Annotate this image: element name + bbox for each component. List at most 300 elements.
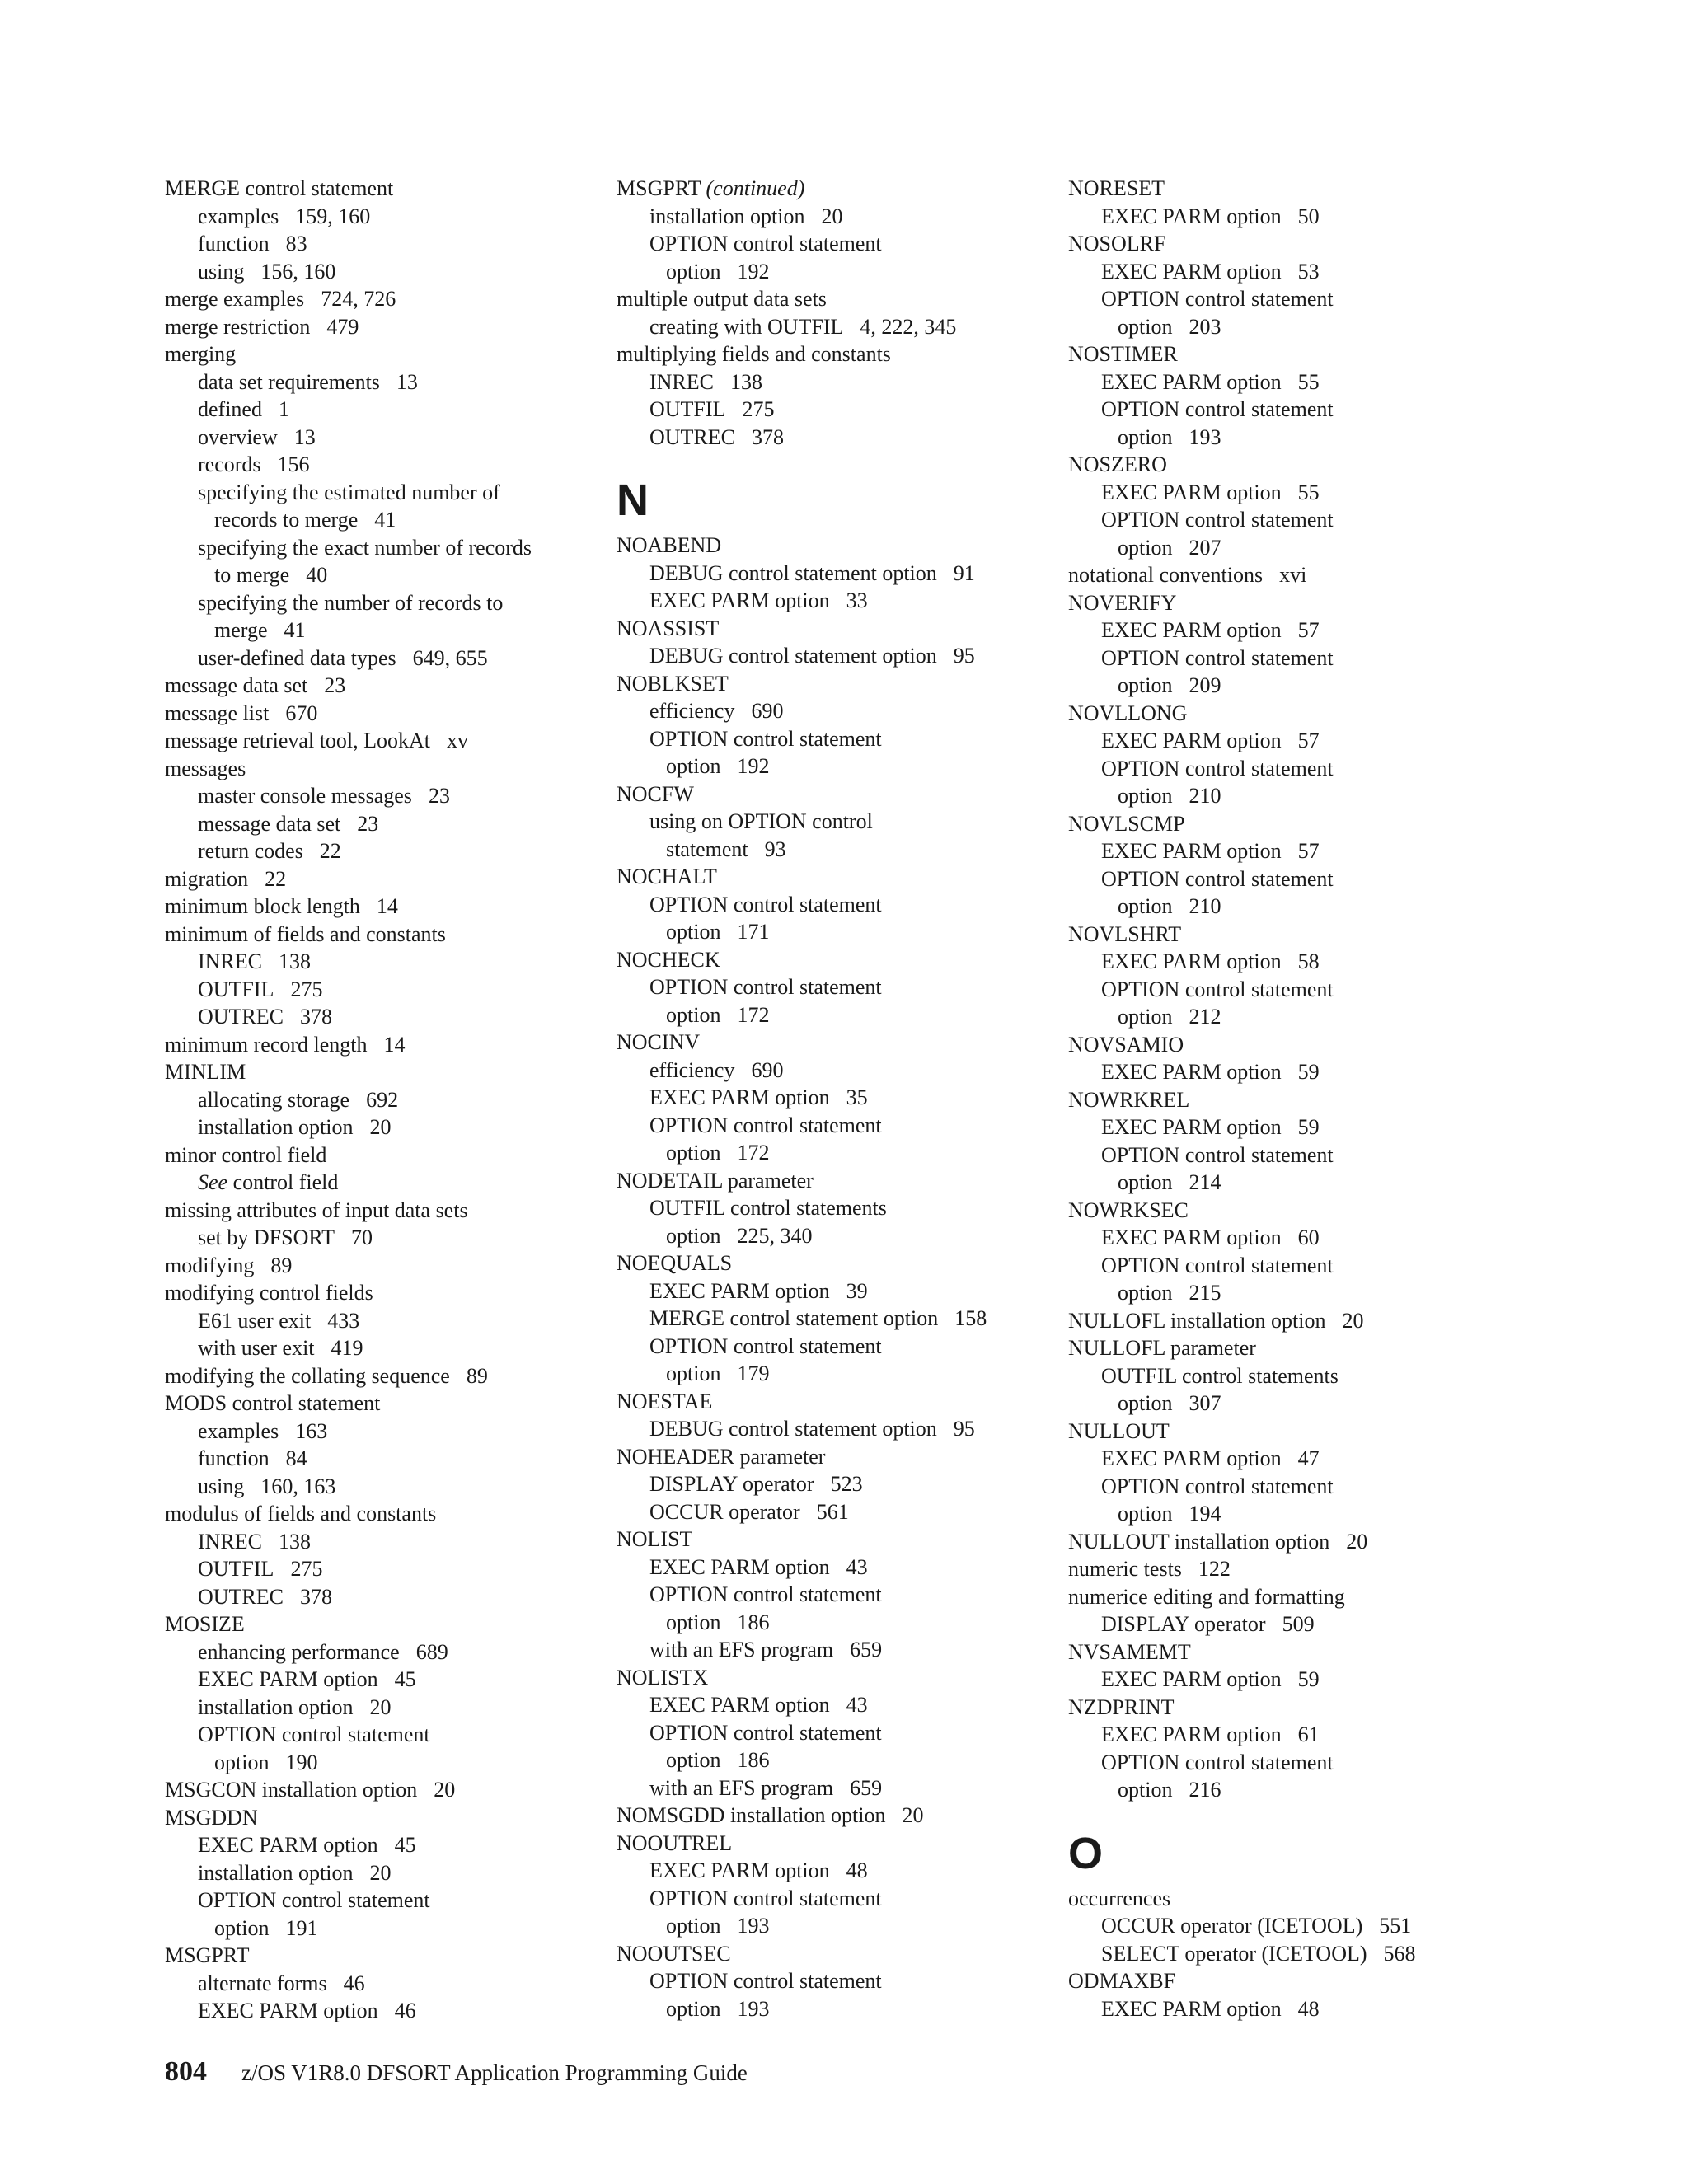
page-reference[interactable]: 53 [1297, 259, 1320, 284]
entry-term: option [1118, 424, 1173, 449]
entry-term: EXEC PARM option [198, 1999, 378, 2022]
page-reference[interactable]: 193 [1189, 424, 1221, 449]
entry-term: MODS control statement [165, 1391, 381, 1415]
entry-term: with an EFS program [649, 1775, 834, 1800]
page-reference[interactable]: 138 [279, 949, 311, 973]
index-subentry [1068, 727, 1320, 755]
index-subentry [165, 1473, 335, 1501]
page-reference[interactable]: 190 [285, 1750, 318, 1774]
entry-term: NULLOFL parameter [1068, 1336, 1256, 1360]
page-reference[interactable]: 215 [1189, 1281, 1221, 1305]
page-reference[interactable]: 41 [374, 508, 396, 532]
page-reference[interactable]: 23 [357, 811, 379, 836]
entry-term: master console messages [198, 784, 412, 808]
entry-term: NOABEND [617, 533, 722, 557]
entry-term: MSGPRT [617, 176, 701, 200]
entry-term: option [666, 1748, 721, 1772]
entry-term: NOESTAE [617, 1389, 713, 1413]
entry-term: EXEC PARM option [1101, 1060, 1282, 1084]
page-reference[interactable]: 210 [1189, 784, 1221, 808]
page-reference[interactable]: 35 [846, 1085, 868, 1109]
index-entry [617, 946, 720, 974]
entry-term: installation option [198, 1860, 354, 1885]
page-reference[interactable]: 659 [850, 1775, 883, 1800]
index-entry [165, 1804, 258, 1832]
entry-term: EXEC PARM option [198, 1667, 378, 1691]
page-reference[interactable]: 479 [326, 314, 359, 339]
index-subentry [165, 1666, 416, 1694]
page-reference[interactable]: 509 [1282, 1612, 1315, 1636]
see-reference: See [198, 1170, 228, 1194]
index-subentry [617, 891, 882, 919]
page-reference[interactable]: 523 [830, 1472, 863, 1496]
index-subentry [165, 1915, 317, 1943]
page-reference[interactable]: 216 [1189, 1778, 1221, 1802]
entry-term: DEBUG control statement option [649, 644, 937, 668]
entry-term: OUTFIL [649, 397, 726, 421]
index-subentry [617, 1415, 975, 1443]
page-reference[interactable]: 48 [1297, 1996, 1320, 2021]
index-entry [1068, 1197, 1189, 1225]
entry-term: NOHEADER parameter [617, 1444, 826, 1469]
index-subentry [1068, 948, 1320, 976]
entry-term: messages [165, 756, 246, 780]
page-reference[interactable]: 55 [1297, 369, 1320, 394]
index-subentry [617, 836, 786, 864]
page-reference[interactable]: 275 [290, 977, 323, 1001]
page-reference[interactable]: 172 [737, 1002, 770, 1027]
entry-term: using [198, 1474, 245, 1498]
entry-term: option [1118, 1170, 1173, 1194]
entry-term: NOASSIST [617, 616, 720, 640]
index-subentry [165, 616, 306, 644]
entry-term: installation option [649, 204, 805, 228]
page-reference[interactable]: 43 [846, 1693, 868, 1717]
entry-term: missing attributes of input data sets [165, 1197, 468, 1222]
entry-term: installation option [198, 1115, 354, 1139]
index-entry [165, 921, 446, 949]
entry-term: numeric tests [1068, 1557, 1182, 1581]
index-entry [165, 285, 396, 313]
page-reference[interactable]: 20 [902, 1803, 924, 1827]
page-reference[interactable]: 275 [742, 397, 775, 421]
entry-term: option [1118, 784, 1173, 808]
entry-term: modifying the collating sequence [165, 1363, 450, 1388]
entry-term: examples [198, 1418, 279, 1443]
index-subentry [165, 1334, 363, 1362]
entry-term: alternate forms [198, 1971, 327, 1995]
entry-term: data set requirements [198, 369, 380, 394]
index-subentry [617, 918, 769, 946]
index-subentry [617, 1277, 868, 1305]
page-reference[interactable]: 159, 160 [295, 204, 371, 228]
index-entry [165, 1197, 468, 1225]
entry-term: option [666, 1141, 721, 1165]
index-entry [1068, 340, 1178, 368]
index-subentry [1068, 1776, 1221, 1804]
page-reference[interactable]: 209 [1189, 673, 1221, 697]
entry-term: option [666, 1223, 721, 1248]
entry-term: modifying [165, 1253, 255, 1277]
entry-term: option [1118, 1778, 1173, 1802]
page-reference[interactable]: 138 [730, 369, 762, 394]
page-reference[interactable]: 57 [1297, 839, 1320, 863]
entry-term: INREC [198, 1529, 262, 1554]
page-reference[interactable]: 41 [284, 618, 306, 642]
index-subentry [1068, 203, 1320, 231]
page-reference[interactable]: 433 [327, 1308, 360, 1333]
index-subentry [617, 1001, 769, 1029]
entry-term: enhancing performance [198, 1639, 400, 1664]
entry-term: set by DFSORT [198, 1226, 335, 1249]
page-reference[interactable]: 194 [1189, 1502, 1221, 1526]
page-reference[interactable]: 23 [428, 784, 450, 808]
page-reference[interactable]: 1 [278, 397, 289, 421]
entry-term: OUTFIL control statements [649, 1196, 887, 1220]
index-entry [165, 1500, 436, 1528]
page-reference[interactable]: 46 [343, 1971, 365, 1995]
page-reference[interactable]: 46 [394, 1999, 416, 2022]
index-entry [617, 1802, 923, 1830]
index-entry [617, 670, 729, 698]
index-entry [165, 1362, 488, 1390]
index-entry [617, 1526, 692, 1554]
page-reference[interactable]: 22 [319, 839, 341, 863]
entry-term: using [198, 259, 245, 284]
entry-term: minimum of fields and constants [165, 921, 446, 946]
page-reference[interactable]: 22 [265, 866, 287, 891]
index-entry [617, 863, 717, 891]
entry-term: EXEC PARM option [1101, 839, 1282, 863]
page-reference[interactable]: 568 [1383, 1941, 1416, 1966]
page-reference[interactable]: 172 [737, 1141, 770, 1165]
entry-term: INREC [198, 949, 262, 973]
page-reference[interactable]: 378 [752, 424, 784, 449]
page-reference[interactable]: 692 [366, 1087, 399, 1112]
page-reference[interactable]: 14 [383, 1032, 406, 1057]
index-subentry [617, 1581, 882, 1609]
entry-term: NOMSGDD installation option [617, 1803, 886, 1827]
entry-term: DISPLAY operator [1101, 1612, 1266, 1636]
page-reference[interactable]: 275 [290, 1557, 323, 1581]
entry-term: EXEC PARM option [1101, 1996, 1282, 2021]
index-entry [165, 1058, 246, 1086]
entry-term: OPTION control statement [649, 1720, 882, 1745]
page-reference[interactable]: 13 [396, 369, 418, 394]
page-reference[interactable]: 186 [737, 1748, 770, 1772]
page-reference[interactable]: 659 [850, 1638, 883, 1661]
entry-term: EXEC PARM option [1101, 1722, 1282, 1746]
page-reference[interactable]: 93 [764, 837, 786, 861]
entry-term: option [666, 920, 721, 944]
entry-term: message data set [165, 673, 308, 697]
page-reference[interactable]: 91 [953, 560, 975, 585]
entry-term: MSGPRT [165, 1943, 250, 1967]
page-reference[interactable]: 23 [324, 673, 346, 697]
page-reference[interactable]: 20 [369, 1115, 392, 1139]
entry-term: OPTION control statement [1101, 866, 1334, 891]
entry-term: MSGCON installation option [165, 1778, 418, 1802]
index-entry [165, 893, 398, 921]
index-subentry [165, 1418, 327, 1446]
index-entry [617, 1664, 708, 1692]
entry-term: NULLOUT [1068, 1418, 1170, 1443]
entry-term: OPTION control statement [1101, 1474, 1334, 1498]
index-subentry [1068, 644, 1334, 673]
index-subentry [1068, 1721, 1320, 1749]
page-reference[interactable]: 20 [369, 1694, 392, 1719]
page-reference[interactable]: 39 [846, 1278, 868, 1303]
index-subentry [165, 976, 322, 1004]
index-entry [1068, 589, 1176, 617]
index-subentry [1068, 1362, 1339, 1390]
page-reference[interactable]: 61 [1297, 1722, 1320, 1746]
index-subentry [617, 1719, 882, 1747]
entry-term: option [1118, 535, 1173, 560]
entry-term: NOCINV [617, 1030, 701, 1054]
entry-term: EXEC PARM option [198, 1833, 378, 1857]
entry-term: NOVERIFY [1068, 590, 1177, 615]
index-entry [617, 285, 827, 313]
page-reference[interactable]: 649, 655 [412, 645, 488, 670]
page-reference[interactable]: 193 [737, 1996, 770, 2021]
index-subentry [1068, 1003, 1221, 1031]
entry-term: OPTION control statement [649, 232, 882, 255]
index-subentry [165, 1307, 359, 1335]
page-reference[interactable]: 20 [434, 1778, 456, 1802]
page-reference[interactable]: 33 [846, 588, 868, 612]
page-reference[interactable]: 13 [293, 424, 316, 449]
page-reference[interactable]: 551 [1379, 1914, 1412, 1938]
index-subentry [165, 396, 289, 424]
entry-term: OPTION control statement [198, 1722, 430, 1746]
entry-term: NOCHALT [617, 865, 717, 888]
entry-term: DEBUG control statement option [649, 560, 937, 585]
page-reference[interactable]: 47 [1297, 1446, 1320, 1470]
page-reference[interactable]: 95 [953, 1417, 975, 1441]
page-reference[interactable]: 212 [1189, 1005, 1221, 1029]
index-entry [617, 1830, 732, 1858]
index-subentry [1068, 1610, 1315, 1638]
index-subentry [1068, 258, 1320, 286]
page-reference[interactable]: 43 [846, 1554, 868, 1579]
page-reference[interactable]: 561 [816, 1499, 849, 1524]
index-subentry [1068, 616, 1320, 644]
index-entry [1068, 1528, 1367, 1556]
entry-term: defined [198, 397, 262, 421]
page-reference[interactable]: 192 [737, 754, 770, 778]
page-footer [165, 2056, 748, 2088]
index-subentry [165, 1997, 416, 2025]
index-subentry [1068, 285, 1334, 313]
index-entry [165, 727, 468, 755]
index-subentry [1068, 1940, 1416, 1968]
entry-term: EXEC PARM option [1101, 204, 1282, 228]
index-subentry [617, 752, 769, 780]
page-reference[interactable]: 57 [1297, 618, 1320, 642]
entry-term: NULLOFL installation option [1068, 1308, 1326, 1333]
entry-term: MERGE control statement option [649, 1306, 939, 1330]
page-reference[interactable]: 186 [737, 1610, 770, 1634]
page-reference[interactable]: 55 [1297, 480, 1320, 504]
index-subentry [165, 1113, 392, 1141]
page-reference[interactable]: 95 [953, 644, 975, 668]
entry-term: OPTION control statement [649, 1886, 882, 1910]
index-subentry [165, 479, 500, 507]
entry-term: records to merge [214, 508, 359, 532]
index-subentry [165, 782, 450, 810]
page-reference[interactable]: 191 [285, 1915, 318, 1940]
entry-term: MERGE control statement [165, 176, 394, 200]
page-reference[interactable]: 214 [1189, 1170, 1221, 1194]
index-subentry [1068, 1390, 1221, 1418]
entry-term: option [666, 1002, 721, 1027]
page-reference[interactable]: 156, 160 [260, 259, 336, 284]
page-reference[interactable]: 163 [295, 1418, 328, 1443]
page-reference[interactable]: 20 [821, 204, 843, 228]
index-subentry [1068, 424, 1221, 452]
page-reference[interactable]: 378 [300, 1584, 332, 1609]
page-reference[interactable]: 378 [300, 1005, 332, 1029]
index-subentry [165, 1721, 430, 1749]
index-subentry [165, 1224, 373, 1252]
index-entry [617, 1167, 814, 1195]
page-reference[interactable]: 20 [1342, 1308, 1364, 1333]
entry-term: NULLOUT installation option [1068, 1529, 1330, 1554]
page-reference[interactable]: 48 [846, 1858, 868, 1882]
page-reference[interactable]: 207 [1189, 535, 1221, 560]
page-reference[interactable]: xv [447, 729, 469, 752]
page-reference[interactable]: 138 [279, 1529, 311, 1554]
index-entry [617, 1940, 731, 1968]
entry-term: option [666, 1610, 721, 1634]
page-reference[interactable]: 690 [751, 1057, 784, 1082]
entry-term: DISPLAY operator [649, 1472, 814, 1496]
index-subentry [617, 1084, 868, 1112]
entry-term: NOSTIMER [1068, 342, 1178, 366]
entry-term: migration [165, 866, 249, 891]
entry-term: MOSIZE [165, 1612, 245, 1636]
page-reference[interactable]: 89 [270, 1253, 293, 1277]
entry-term: EXEC PARM option [1101, 729, 1282, 752]
page-reference[interactable]: 59 [1297, 1667, 1320, 1691]
entry-term: NOBLKSET [617, 671, 729, 696]
page-reference[interactable]: 4, 222, 345 [860, 314, 957, 339]
page-reference[interactable]: 45 [394, 1667, 416, 1691]
page-reference[interactable]: 670 [285, 701, 318, 725]
entry-term: message list [165, 701, 270, 725]
index-subentry [165, 1831, 416, 1859]
index-subentry [1068, 782, 1221, 810]
index-subentry [1068, 313, 1221, 341]
page-reference[interactable]: 83 [285, 232, 307, 255]
index-entry [165, 865, 286, 893]
page-reference[interactable]: 203 [1189, 314, 1221, 339]
page-reference[interactable]: 689 [415, 1639, 448, 1664]
page-reference[interactable]: 419 [331, 1336, 363, 1360]
page-reference[interactable]: 122 [1198, 1557, 1231, 1581]
page-reference[interactable]: 20 [1346, 1529, 1368, 1554]
entry-term: NODETAIL parameter [617, 1168, 814, 1193]
index-subentry [1068, 755, 1334, 783]
index-subentry [165, 1003, 332, 1031]
page-reference[interactable]: 156 [277, 452, 310, 476]
index-entry [1068, 230, 1165, 258]
page-reference[interactable]: 193 [737, 1914, 770, 1938]
index-entry [165, 1252, 292, 1280]
page-reference[interactable]: 192 [737, 259, 770, 284]
entry-term: EXEC PARM option [1101, 369, 1282, 394]
page-reference[interactable]: 690 [751, 699, 784, 723]
page-reference[interactable]: 57 [1297, 729, 1320, 752]
entry-term: EXEC PARM option [649, 588, 830, 612]
index-entry [1068, 1583, 1345, 1611]
entry-term: control field [232, 1170, 339, 1194]
page-reference[interactable]: 158 [954, 1306, 987, 1330]
entry-term: records [198, 452, 261, 476]
index-subentry [165, 810, 378, 838]
entry-term: OUTREC [198, 1005, 284, 1029]
index-subentry [165, 203, 370, 231]
entry-term: NOVSAMIO [1068, 1032, 1184, 1057]
page-reference[interactable]: 14 [376, 894, 398, 918]
index-subentry [1068, 865, 1334, 893]
index-subentry [617, 1305, 987, 1333]
entry-term: NOSOLRF [1068, 232, 1166, 255]
entry-term: OPTION control statement [649, 1113, 882, 1137]
page-reference[interactable]: 84 [285, 1446, 307, 1470]
page-reference[interactable]: 20 [369, 1860, 392, 1885]
page-reference[interactable]: 70 [351, 1226, 373, 1249]
index-entry [617, 1249, 732, 1277]
entry-term: OPTION control statement [649, 726, 882, 751]
index-entry [165, 1279, 373, 1307]
page-reference[interactable]: 60 [1297, 1226, 1320, 1249]
index-subentry [1068, 1445, 1320, 1473]
page-reference[interactable]: 179 [737, 1361, 770, 1385]
index-subentry [165, 258, 335, 286]
page-reference[interactable]: 59 [1297, 1115, 1320, 1139]
entry-term: overview [198, 424, 278, 449]
entry-term: OUTFIL [198, 977, 274, 1001]
page-reference[interactable]: 307 [1189, 1391, 1221, 1415]
page-reference[interactable]: 59 [1297, 1060, 1320, 1084]
index-subentry [617, 258, 769, 286]
entry-term: option [666, 1361, 721, 1385]
page-reference[interactable]: 225, 340 [737, 1223, 813, 1248]
page-reference[interactable]: 160, 163 [260, 1474, 336, 1498]
page-reference[interactable]: 210 [1189, 894, 1221, 918]
index-subentry [617, 368, 762, 396]
entry-term: OPTION control statement [1101, 397, 1334, 421]
page-reference[interactable]: 40 [306, 563, 328, 587]
index-entry [165, 755, 246, 783]
page-reference[interactable]: xvi [1279, 563, 1307, 587]
entry-term: OPTION control statement [198, 1888, 430, 1912]
index-entry [1068, 561, 1306, 589]
page-reference[interactable]: 58 [1297, 949, 1320, 973]
index-subentry [617, 725, 882, 753]
page-reference[interactable]: 724, 726 [321, 287, 396, 311]
page-reference[interactable]: 89 [466, 1363, 488, 1388]
index-subentry [1068, 893, 1221, 921]
entry-term: modulus of fields and constants [165, 1502, 437, 1526]
entry-term: OPTION control statement [1101, 977, 1334, 1001]
page-reference[interactable]: 45 [394, 1833, 416, 1857]
page-reference[interactable]: 171 [737, 920, 770, 944]
page-reference[interactable]: 50 [1297, 204, 1320, 228]
entry-term: specifying the exact number of records [198, 535, 532, 560]
